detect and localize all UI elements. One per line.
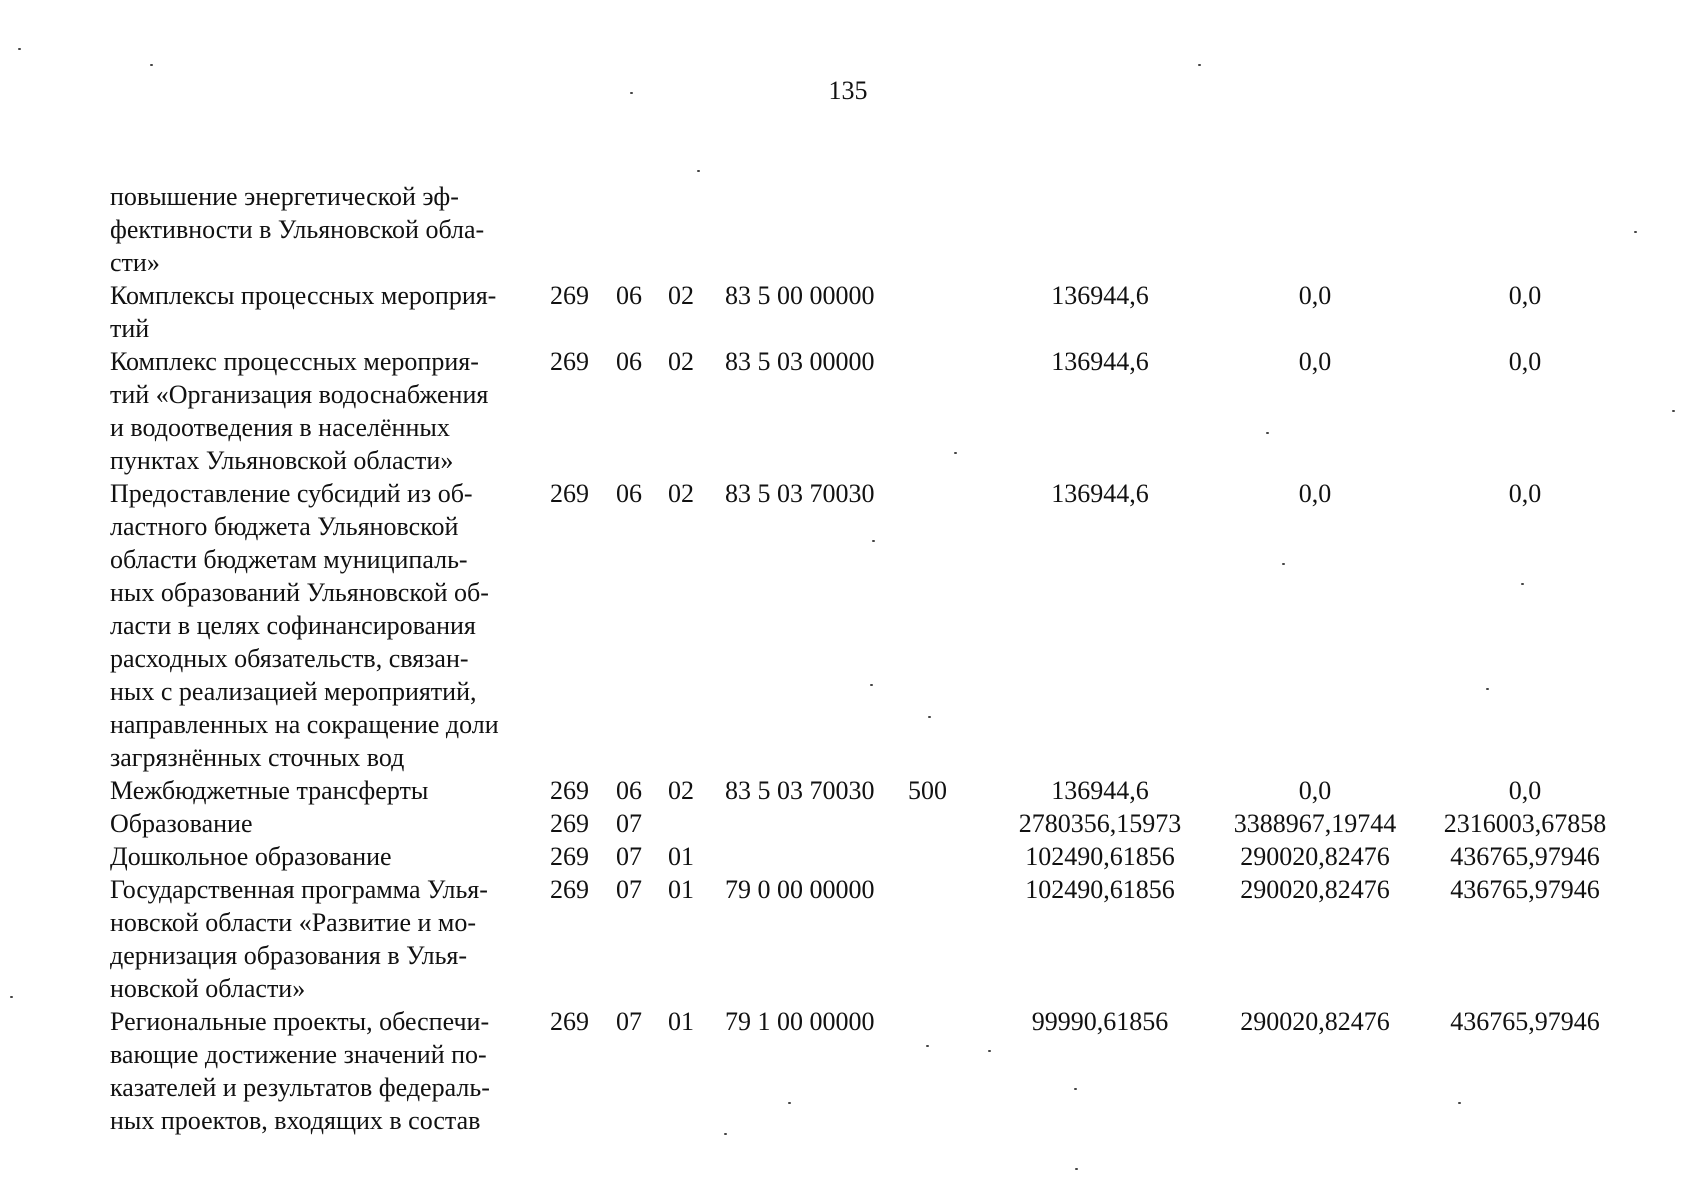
scan-speck — [18, 48, 21, 50]
dept-code: 269 — [550, 347, 589, 376]
section-code: 06 — [616, 479, 642, 508]
target-item-code: 83 5 03 70030 — [725, 479, 875, 508]
target-item-code: 79 1 00 00000 — [725, 1007, 875, 1036]
scan-speck — [150, 64, 153, 66]
scan-speck — [10, 996, 13, 998]
row-name: Региональные проекты, обеспечи- вающие достижение значений по- казателей и результатов федераль- ных проектов, входящих в состав — [110, 1007, 490, 1135]
scan-speck — [1074, 1088, 1077, 1090]
scan-speck — [870, 684, 873, 686]
table-row — [110, 1005, 1600, 1137]
target-item-code: 83 5 03 70030 — [725, 776, 875, 805]
target-item-code: 83 5 03 00000 — [725, 347, 875, 376]
subsection-code: 01 — [668, 842, 694, 871]
row-name: Межбюджетные трансферты — [110, 776, 429, 805]
table-row — [110, 477, 1590, 774]
scan-speck — [1486, 688, 1489, 690]
amount-col-3: 2316003,67858 — [1443, 809, 1607, 838]
scan-speck — [1266, 432, 1269, 434]
scan-speck — [954, 452, 957, 454]
budget-table — [110, 180, 1607, 1137]
scan-speck — [1521, 583, 1524, 585]
amount-col-2: 0,0 — [1298, 776, 1332, 805]
dept-code: 269 — [550, 479, 589, 508]
section-code: 06 — [616, 281, 642, 310]
dept-code: 269 — [550, 1007, 589, 1036]
section-code: 07 — [616, 842, 642, 871]
amount-col-3: 0,0 — [1508, 776, 1542, 805]
scan-speck — [1634, 231, 1637, 233]
table-row — [110, 840, 1600, 873]
scan-speck — [988, 1050, 991, 1052]
scan-speck — [630, 92, 633, 94]
scan-speck — [1672, 410, 1675, 412]
page-number: 135 — [828, 76, 868, 105]
row-name: Комплексы процессных мероприя- тий — [110, 281, 497, 343]
scan-speck — [872, 540, 875, 542]
subsection-code: 02 — [668, 776, 694, 805]
subsection-code: 02 — [668, 479, 694, 508]
scan-speck — [1075, 1168, 1078, 1170]
dept-code: 269 — [550, 809, 589, 838]
row-name: Образование — [110, 809, 253, 838]
section-code: 06 — [616, 347, 642, 376]
amount-col-1: 136944,6 — [1051, 479, 1149, 508]
amount-col-2: 0,0 — [1298, 347, 1332, 376]
subsection-code: 01 — [668, 1007, 694, 1036]
amount-col-1: 136944,6 — [1051, 776, 1149, 805]
section-code: 07 — [616, 1007, 642, 1036]
amount-col-1: 136944,6 — [1051, 281, 1149, 310]
scan-speck — [1282, 563, 1285, 565]
row-name: Комплекс процессных мероприя- тий «Организация водоснабжения и водоотведения в населённых пунктах Ульяновской области» — [110, 347, 489, 475]
amount-col-2: 290020,82476 — [1240, 842, 1390, 871]
table-row — [110, 279, 1590, 345]
amount-col-2: 3388967,19744 — [1233, 809, 1397, 838]
row-name: Предоставление субсидий из об- ластного бюджета Ульяновской области бюджетам муниципаль- ных образований Ульяновской об- ласти в целях софинансирования расходных обязательств, связан- ных с реализацией мероприятий, направленных на сокращение доли загрязнённых сточных вод — [110, 479, 499, 772]
dept-code: 269 — [550, 842, 589, 871]
subsection-code: 02 — [668, 281, 694, 310]
row-name: Дошкольное образование — [110, 842, 392, 871]
target-item-code: 79 0 00 00000 — [725, 875, 875, 904]
section-code: 07 — [616, 809, 642, 838]
scan-speck — [788, 1102, 791, 1104]
scan-speck — [926, 1045, 929, 1047]
amount-col-3: 0,0 — [1508, 347, 1542, 376]
amount-col-2: 0,0 — [1298, 281, 1332, 310]
amount-col-1: 102490,61856 — [1025, 842, 1175, 871]
amount-col-3: 436765,97946 — [1450, 1007, 1600, 1036]
table-row — [110, 807, 1607, 840]
amount-col-3: 436765,97946 — [1450, 875, 1600, 904]
scan-speck — [724, 1133, 727, 1135]
amount-col-3: 0,0 — [1508, 281, 1542, 310]
table-row — [110, 873, 1600, 1005]
amount-col-2: 290020,82476 — [1240, 875, 1390, 904]
table-row — [110, 774, 1590, 807]
scan-speck — [697, 170, 700, 172]
row-name: Государственная программа Улья- новской области «Развитие и мо- дернизация образования в Улья- новской области» — [110, 875, 488, 1003]
amount-col-3: 0,0 — [1508, 479, 1542, 508]
dept-code: 269 — [550, 875, 589, 904]
section-code: 06 — [616, 776, 642, 805]
table-row — [110, 345, 1590, 477]
subsection-code: 02 — [668, 347, 694, 376]
amount-col-1: 99990,61856 — [1031, 1007, 1169, 1036]
row-name: повышение энергетической эф- фективности в Ульяновской обла- сти» — [110, 182, 485, 277]
scan-speck — [1198, 64, 1201, 66]
scan-speck — [928, 716, 931, 718]
amount-col-1: 102490,61856 — [1025, 875, 1175, 904]
amount-col-3: 436765,97946 — [1450, 842, 1600, 871]
target-item-code: 83 5 00 00000 — [725, 281, 875, 310]
amount-col-1: 136944,6 — [1051, 347, 1149, 376]
dept-code: 269 — [550, 281, 589, 310]
amount-col-1: 2780356,15973 — [1018, 809, 1182, 838]
amount-col-2: 290020,82476 — [1240, 1007, 1390, 1036]
section-code: 07 — [616, 875, 642, 904]
amount-col-2: 0,0 — [1298, 479, 1332, 508]
table-row — [110, 180, 1590, 279]
expense-type-code: 500 — [908, 776, 947, 805]
subsection-code: 01 — [668, 875, 694, 904]
scan-speck — [1458, 1102, 1461, 1104]
dept-code: 269 — [550, 776, 589, 805]
